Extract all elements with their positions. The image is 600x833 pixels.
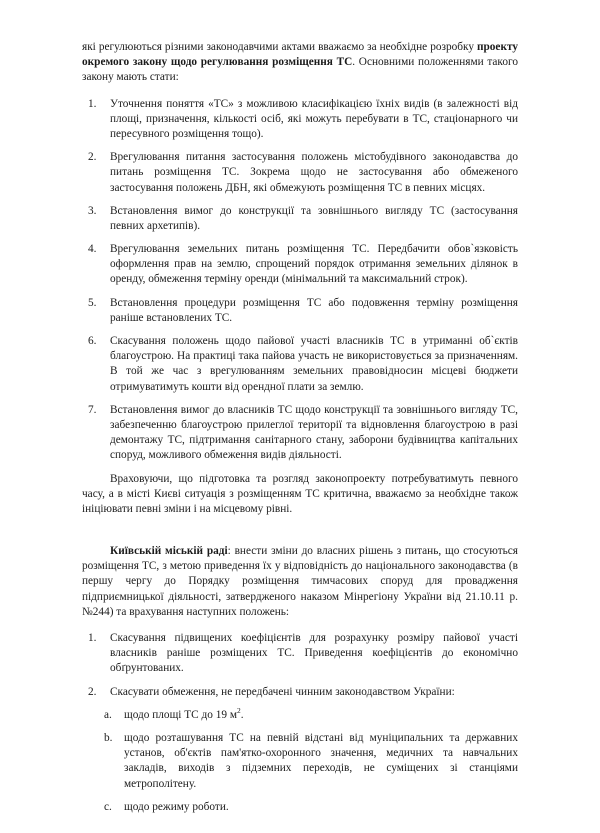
document-body [82, 40, 518, 815]
list-item-text [124, 705, 244, 721]
spacer [82, 86, 518, 97]
opening-paragraph [82, 40, 518, 86]
spacer [82, 464, 518, 472]
list-marker: b. [104, 731, 113, 744]
list-item-text: щодо режиму роботи. [124, 800, 229, 813]
council-sub-list [82, 705, 518, 815]
list-item [88, 242, 518, 288]
list-item [88, 334, 518, 395]
list-item [88, 204, 518, 234]
list-marker: 4. [88, 243, 97, 256]
city-council-paragraph-text: : внести зміни до власних рішень з питань, що стосуються розміщення ТС, з метою приведення їх у відповідність до національного законодавства (в першу чергу до Порядку розміщення тимчасових споруд для провадження підприємницької діяльності, затвердженого наказом Мінрегіону України від 21.10.11 р. №244) та врахування наступних положень: [82, 545, 518, 618]
opening-paragraph-bold: проекту окремого закону щодо регулювання розміщення ТС [82, 41, 518, 69]
list-marker: 1. [88, 97, 97, 110]
spacer [82, 517, 518, 544]
closing-paragraph: Враховуючи, що підготовка та розгляд законопроекту потребуватимуть певного часу, а в місті Києві ситуація з розміщенням ТС критична, вважаємо за необхідне також ініціювати певні зміни і на місцевому рівні. [82, 472, 518, 515]
list-marker: 2. [88, 685, 97, 698]
list-item-text: Встановлення вимог до конструкції та зовнішнього вигляду ТС (застосування певних архетипів). [110, 204, 518, 232]
sub-item-text-before-superscript: щодо площі ТС до 19 м [124, 708, 237, 721]
list-item-text: Врегулювання питання застосування положень містобудівного законодавства до питань розміщення ТС. Зокрема щодо не застосування або обмеженого застосування положень ДБН, які обмежують розміщення ТС в певних місцях. [110, 151, 518, 194]
list-item [88, 685, 518, 700]
list-item-text: щодо розташування ТС на певній відстані від муніципальних та державних установ, об'єктів пам'ятко-охоронного значення, медичних та навчальних закладів, виходів з підземних переходів, не суміщених зі станціями метрополітену. [124, 731, 518, 790]
list-item [88, 97, 518, 143]
list-item-text: Скасувати обмеження, не передбачені чинним законодавством України: [110, 685, 455, 698]
spacer [82, 700, 518, 708]
list-item [104, 705, 518, 723]
council-provisions-list [82, 631, 518, 700]
list-marker: 7. [88, 403, 97, 416]
opening-paragraph-lead: які регулюються різними законодавчими актами вважаємо за необхідне розробку [82, 41, 477, 53]
list-item [88, 631, 518, 677]
list-item [88, 403, 518, 464]
city-council-paragraph [82, 544, 518, 620]
list-item-text: Встановлення процедури розміщення ТС або подовження терміну розміщення раніше встановлених ТС. [110, 296, 518, 324]
list-item-text: Скасування підвищених коефіцієнтів для розрахунку розміру пайової участі власників раніше розміщених ТС. Приведення коефіцієнтів до економічно обґрунтованих. [110, 632, 518, 675]
list-marker: c. [104, 800, 112, 813]
list-item [104, 800, 518, 815]
list-marker: 5. [88, 296, 97, 309]
list-item-text: Уточнення поняття «ТС» з можливою класифікацією їхніх видів (в залежності від площі, призначення, кількості осіб, які можуть перебувати в ТС, стаціонарного чи пересувного розміщення тощо). [110, 97, 518, 140]
list-item-text: Встановлення вимог до власників ТС щодо конструкції та зовнішнього вигляду ТС, забезпеченню благоустрою прилеглої території та відновлення благоустрою в разі демонтажу ТС, підтримання санітарного стану, заборони будівництва капітальних споруд, можливого обмеження видів діяльності. [110, 403, 518, 462]
opening-paragraph-tail: . Основними положеннями такого закону мають стати: [82, 56, 519, 84]
list-marker: 6. [88, 335, 97, 347]
list-item [88, 296, 518, 326]
list-marker: a. [104, 708, 112, 721]
list-item [88, 150, 518, 196]
list-marker: 1. [88, 632, 97, 644]
law-provisions-list [82, 97, 518, 464]
list-item-text: Скасування положень щодо пайової участі власників ТС в утриманні об`єктів благоустрою. На практиці така пайова участь не використовується за призначенням. В той же час з врегулюванням земельних правовідносин місцеві бюджети отримуватимуть кошти від орендної плати за землю. [110, 335, 518, 393]
list-item-text: Врегулювання земельних питань розміщення ТС. Передбачити обов`язковість оформлення прав на землю, спрощений порядок отримання земельних ділянок в оренду, обмеження терміну оренди (мінімальний та максимальний строк). [110, 243, 518, 286]
list-item [104, 731, 518, 792]
area-superscript: 2 [237, 705, 241, 715]
sub-item-text-after-superscript: . [240, 708, 244, 721]
list-marker: 3. [88, 204, 97, 217]
list-marker: 2. [88, 151, 97, 164]
city-council-bold-lead: Київській міській раді [110, 545, 228, 558]
spacer [82, 620, 518, 631]
